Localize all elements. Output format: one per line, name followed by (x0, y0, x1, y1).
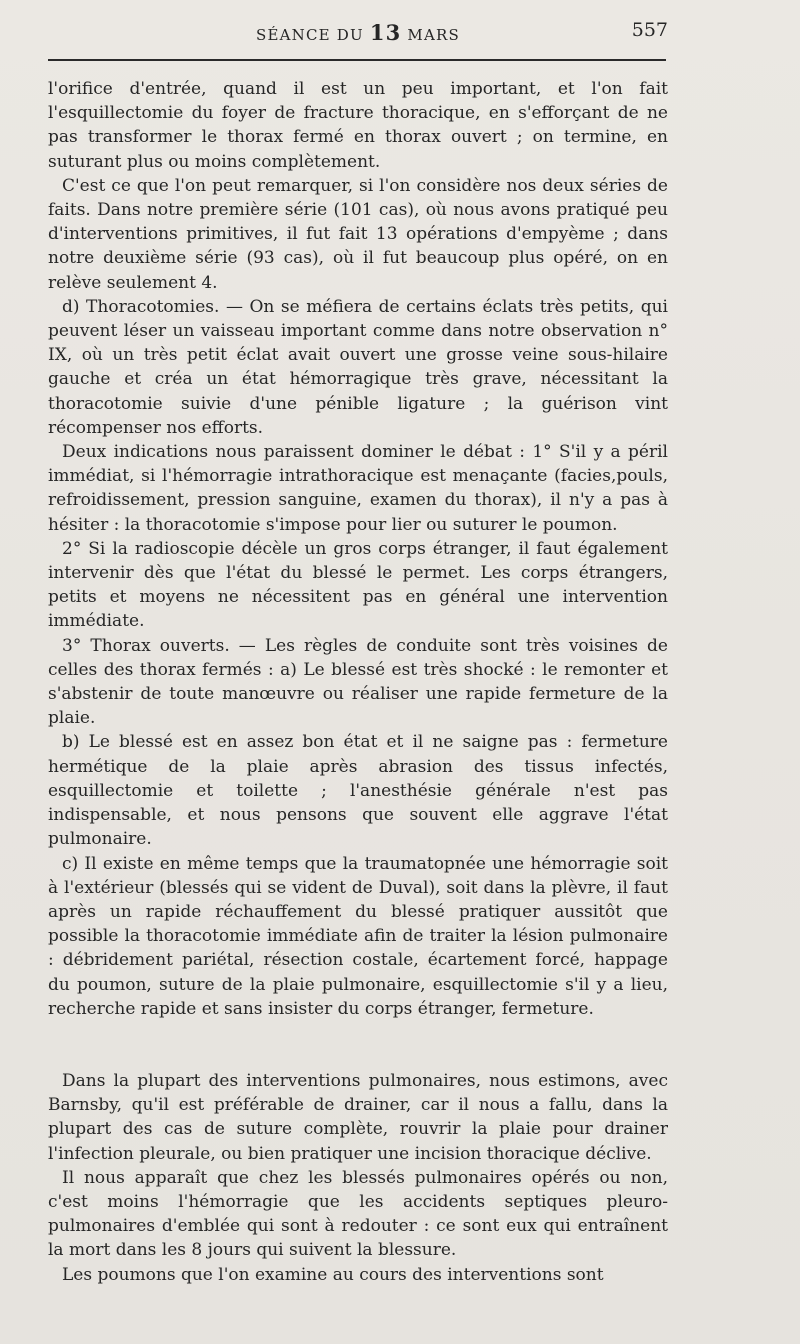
paragraph: 2° Si la radioscopie décèle un gros corps étranger, il faut également intervenir dès que l'état du blessé le permet. Les corps étrangers, petits et moyens ne nécessitent pas en général une intervention immédiate. (48, 538, 668, 632)
paragraph: b) Le blessé est en assez bon état et il ne saigne pas : fermeture hermétique de la plaie après abrasion des tissus infectés, esquillectomie et toilette ; l'anesthésie générale n'est pas indispensable, et nous pensons que souvent elle aggrave l'état pulmonaire. (48, 732, 668, 850)
paragraph: Dans la plupart des interventions pulmonaires, nous estimons, avec Barnsby, qu'il est préférable de drainer, car il nous a fallu, dans la plupart des cas de suture complète, rouvrir la plaie pour drainer l'infection pleurale, ou bien pratiquer une incision thoracique déclive. (48, 1070, 668, 1164)
running-title (48, 20, 668, 45)
paragraph: Il nous apparaît que chez les blessés pulmonaires opérés ou non, c'est moins l'hémorragie que les accidents septiques pleuro-pulmonaires d'emblée qui sont à redouter : ce sont eux qui entraînent la mort dans les 8 jours qui suivent la blessure. (48, 1167, 668, 1261)
paragraph: Deux indications nous paraissent dominer le débat : 1° S'il y a péril immédiat, si l'hémorragie intrathoracique est menaçante (facies,pouls, refroidissement, pression sanguine, examen du thorax), il n'y a pas à hésiter : la thoracotomie s'impose pour lier ou suturer le poumon. (48, 442, 668, 535)
header-rule (48, 59, 666, 61)
running-title-prefix: SÉANCE DU (256, 26, 364, 44)
paragraph: C'est ce que l'on peut remarquer, si l'on considère nos deux séries de faits. Dans notre première série (101 cas), où nous avons pratiqué peu d'interventions primitives, il fut fait 13 opérations d'empyème ; dans notre deuxième série (93 cas), où il fut beaucoup plus opéré, on en relève seulement 4. (48, 175, 668, 293)
paragraph: Les poumons que l'on examine au cours des interventions sont (62, 1264, 604, 1285)
running-title-suffix: MARS (407, 26, 460, 44)
body-text (48, 77, 668, 1287)
section-break (48, 1021, 668, 1069)
running-title-day: 13 (369, 20, 402, 45)
page-header (48, 18, 668, 46)
paragraph: l'orifice d'entrée, quand il est un peu important, et l'on fait l'esquillectomie du foyer de fracture thoracique, en s'efforçant de ne pas transformer le thorax fermé en thorax ouvert ; on termine, en suturant plus ou moins complètement. (48, 79, 668, 172)
paragraph: c) Il existe en même temps que la traumatopnée une hémorragie soit à l'extérieur (blessés qui se vident de Duval), soit dans la plèvre, il faut après un rapide réchauffement du blessé pratiquer aussitôt que possible la thoracotomie immédiate afin de traiter la lésion pulmonaire : débridement pariétal, résection costale, écartement forcé, happage du poumon, suture de la plaie pulmonaire, esquillectomie s'il y a lieu, recherche rapide et sans insister du corps étranger, fermeture. (48, 853, 668, 1019)
paragraph: 3° Thorax ouverts. — Les règles de conduite sont très voisines de celles des thorax fermés : a) Le blessé est très shocké : le remonter et s'abstenir de toute manœuvre ou réaliser une rapide fermeture de la plaie. (48, 635, 668, 729)
paragraph: d) Thoracotomies. — On se méfiera de certains éclats très petits, qui peuvent léser un vaisseau important comme dans notre observation n° IX, où un très petit éclat avait ouvert une grosse veine sous-hilaire gauche et créa un état hémorragique très grave, nécessitant la thoracotomie suivie d'une pénible ligature ; la guérison vint récompenser nos efforts. (48, 296, 668, 438)
page-number: 557 (631, 19, 668, 41)
